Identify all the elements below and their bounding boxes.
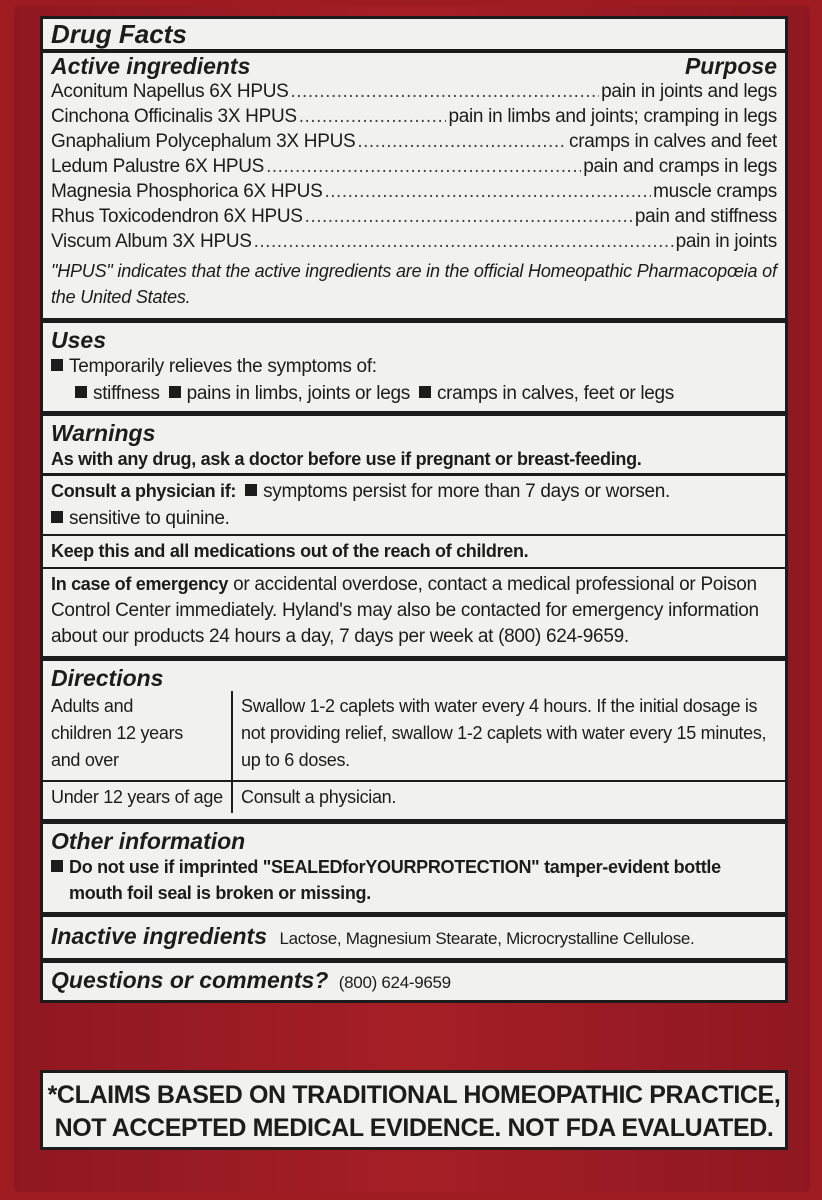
uses-intro: Temporarily relieves the symptoms of: <box>51 353 777 380</box>
ingredient-purpose: pain in limbs and joints; cramping in legs <box>448 106 777 127</box>
directions-table <box>43 691 785 813</box>
ingredient-row <box>51 204 777 229</box>
children-warning: Keep this and all medications out of the reach of children. <box>43 534 785 567</box>
questions-box <box>43 963 785 1000</box>
inactive-box <box>43 917 785 958</box>
leader-dots <box>299 104 447 129</box>
consult-physician: Consult a physician if: symptoms persist for more than 7 days or worsen. sensitive to quinine. <box>43 473 785 534</box>
use-item: pains in limbs, joints or legs <box>186 383 410 404</box>
emergency-warning: In case of emergency or accidental overdose, contact a medical professional or Poison Control Center immediately. Hyland's may also be contacted for emergency information about our products 24 hours a day, 7 days per week at (800) 624-9659. <box>43 567 785 652</box>
claims-disclaimer <box>40 1070 788 1150</box>
other-info-text: Do not use if imprinted "SEALEDforYOURPROTECTION" tamper-evident bottle mouth foil seal is broken or missing. <box>51 854 777 906</box>
claims-line-2: NOT ACCEPTED MEDICAL EVIDENCE. NOT FDA EVALUATED. <box>54 1114 774 1142</box>
drug-facts-panel <box>40 16 788 1003</box>
active-header-row <box>51 53 777 79</box>
purpose-heading: Purpose <box>684 53 777 79</box>
ingredient-purpose: pain and cramps in legs <box>583 156 777 177</box>
directions-what: Consult a physician. <box>231 780 785 813</box>
bullet-square-icon <box>51 860 63 872</box>
inactive-text: Lactose, Magnesium Stearate, Microcrystalline Cellulose. <box>279 929 695 948</box>
leader-dots <box>291 79 600 104</box>
use-item: stiffness <box>93 383 160 404</box>
bullet-square-icon <box>75 386 87 398</box>
bullet-square-icon <box>245 484 257 496</box>
ingredient-name: Aconitum Napellus 6X HPUS <box>51 81 289 102</box>
leader-dots <box>266 154 581 179</box>
directions-who: Under 12 years of age <box>43 780 231 813</box>
ingredient-row <box>51 179 777 204</box>
ingredient-purpose: pain in joints <box>675 231 777 252</box>
drug-facts-title: Drug Facts <box>51 19 187 49</box>
directions-what: Swallow 1-2 caplets with water every 4 hours. If the initial dosage is not providing relief, swallow 1-2 caplets with water every 15 minutes, up to 6 doses. <box>231 691 785 780</box>
ingredient-name: Viscum Album 3X HPUS <box>51 231 252 252</box>
ingredient-name: Ledum Palustre 6X HPUS <box>51 156 265 177</box>
bullet-square-icon <box>419 386 431 398</box>
hpus-note: "HPUS" indicates that the active ingredients are in the official Homeopathic Pharmacopœia of the United States. <box>51 261 777 307</box>
other-info-box <box>43 824 785 912</box>
ingredient-purpose: muscle cramps <box>653 181 777 202</box>
ingredient-row <box>51 79 777 104</box>
uses-heading: Uses <box>51 327 106 353</box>
leader-dots <box>305 204 633 229</box>
bullet-square-icon <box>51 511 63 523</box>
active-ingredients-heading: Active ingredients <box>51 53 251 79</box>
uses-box <box>43 323 785 411</box>
bullet-square-icon <box>51 359 63 371</box>
uses-list <box>51 380 777 407</box>
questions-phone: (800) 624-9659 <box>338 973 451 992</box>
ingredient-name: Rhus Toxicodendron 6X HPUS <box>51 206 303 227</box>
ingredient-row <box>51 154 777 179</box>
bullet-square-icon <box>169 386 181 398</box>
ingredient-name: Gnaphalium Polycephalum 3X HPUS <box>51 131 356 152</box>
inactive-heading: Inactive ingredients <box>51 923 268 949</box>
warnings-heading: Warnings <box>51 420 156 446</box>
other-info-heading: Other information <box>51 828 246 854</box>
use-item: cramps in calves, feet or legs <box>436 383 674 404</box>
ingredient-purpose: cramps in calves and feet <box>569 131 777 152</box>
directions-who: Adults and children 12 years and over <box>51 696 183 770</box>
leader-dots <box>254 229 674 254</box>
ingredient-row <box>51 129 777 154</box>
ingredient-name: Cinchona Officinalis 3X HPUS <box>51 106 297 127</box>
ingredient-row <box>51 229 777 254</box>
directions-heading: Directions <box>51 665 164 691</box>
ingredient-row <box>51 104 777 129</box>
directions-box <box>43 661 785 819</box>
leader-dots <box>324 179 651 204</box>
active-ingredients-box <box>43 19 785 318</box>
claims-line-1: *CLAIMS BASED ON TRADITIONAL HOMEOPATHIC PRACTICE, <box>47 1081 781 1109</box>
warnings-box <box>43 416 785 656</box>
pregnancy-warning: As with any drug, ask a doctor before use if pregnant or breast-feeding. <box>51 449 642 469</box>
ingredient-purpose: pain in joints and legs <box>601 81 777 102</box>
ingredient-name: Magnesia Phosphorica 6X HPUS <box>51 181 323 202</box>
leader-dots <box>357 129 567 154</box>
questions-heading: Questions or comments? <box>51 967 329 993</box>
ingredient-purpose: pain and stiffness <box>634 206 777 227</box>
